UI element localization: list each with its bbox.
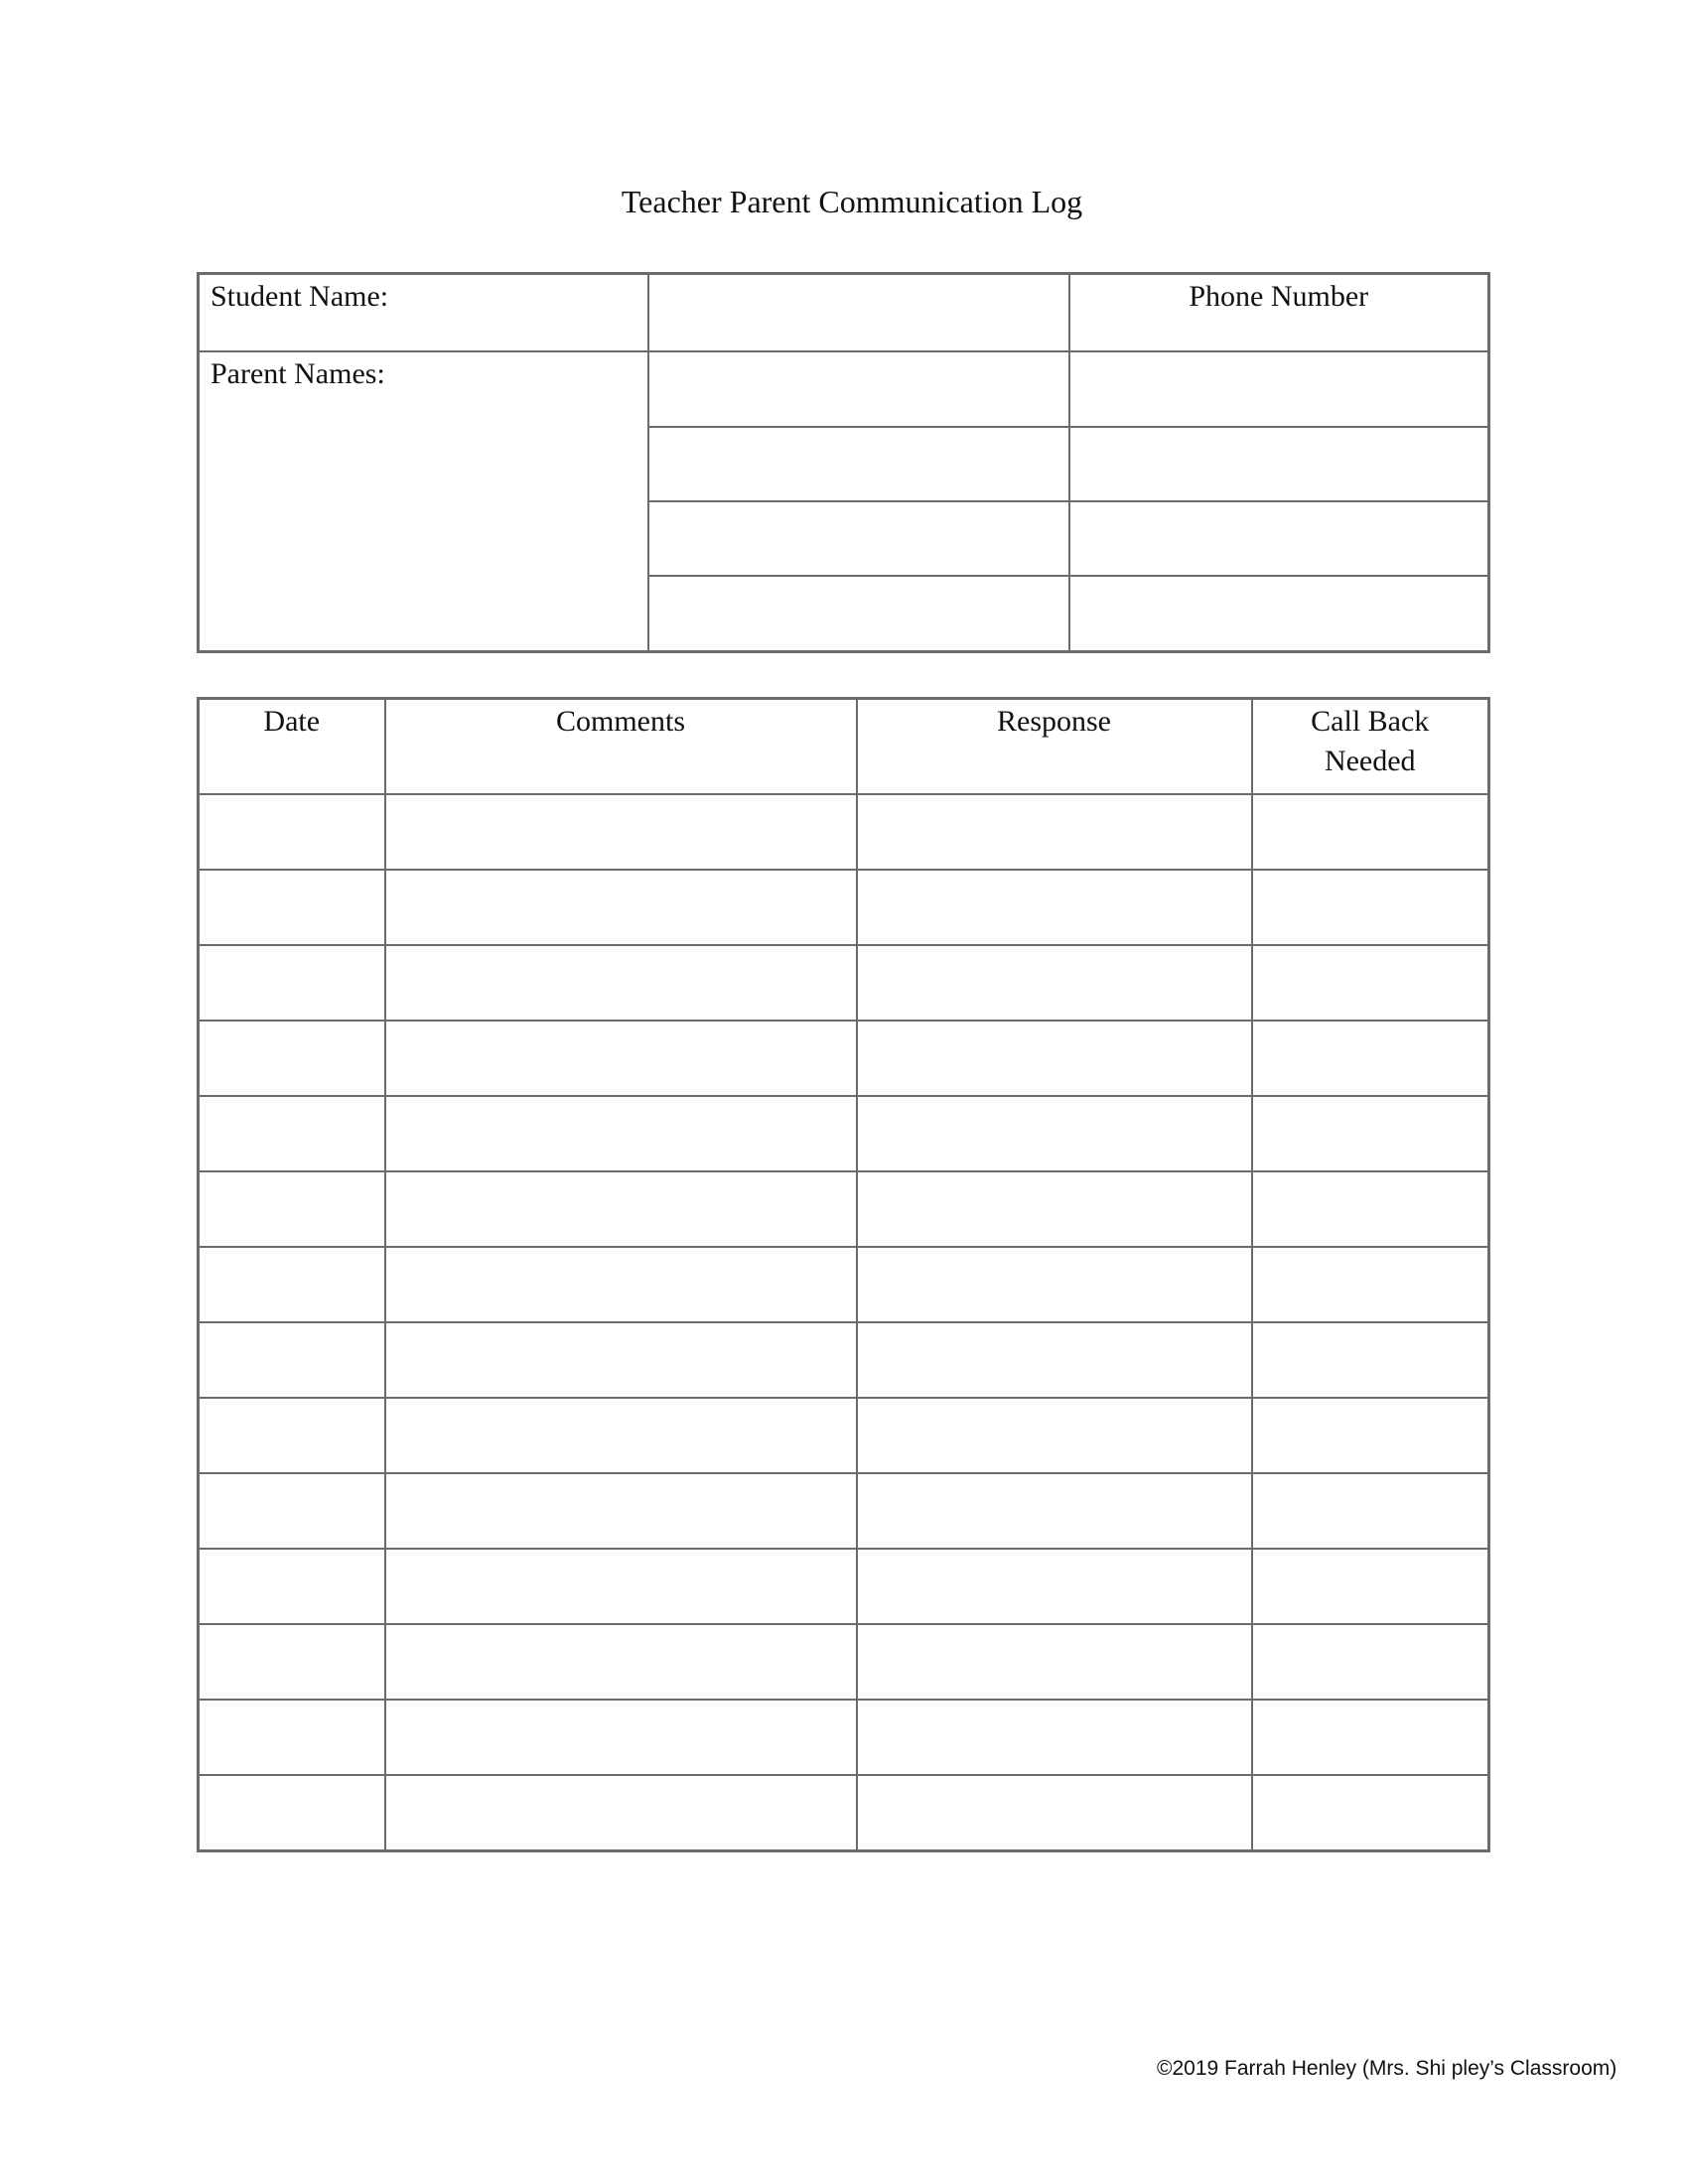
log-response-cell[interactable] [857, 1021, 1252, 1096]
log-call-back-cell[interactable] [1252, 1473, 1489, 1549]
table-row [199, 1322, 1489, 1398]
table-row [199, 1700, 1489, 1775]
student-name-row [199, 274, 1489, 352]
comments-header: Comments [385, 699, 857, 795]
table-row [199, 1473, 1489, 1549]
call-back-needed-header [1252, 699, 1489, 795]
parent-row [199, 351, 1489, 427]
log-call-back-cell[interactable] [1252, 1700, 1489, 1775]
log-date-cell[interactable] [199, 1624, 385, 1700]
log-comments-cell[interactable] [385, 1624, 857, 1700]
call-back-header-line1: Call Back [1311, 705, 1430, 738]
table-row [199, 1021, 1489, 1096]
log-comments-cell[interactable] [385, 945, 857, 1021]
log-comments-cell[interactable] [385, 1171, 857, 1247]
table-row [199, 1247, 1489, 1322]
log-date-cell[interactable] [199, 1096, 385, 1171]
log-date-cell[interactable] [199, 870, 385, 945]
log-comments-cell[interactable] [385, 794, 857, 870]
parent-phone-field[interactable] [1069, 351, 1489, 427]
log-date-cell[interactable] [199, 1171, 385, 1247]
log-call-back-cell[interactable] [1252, 1775, 1489, 1851]
parent-phone-field[interactable] [1069, 576, 1489, 652]
table-row [199, 794, 1489, 870]
log-date-cell[interactable] [199, 945, 385, 1021]
log-comments-cell[interactable] [385, 1549, 857, 1624]
log-date-cell[interactable] [199, 1775, 385, 1851]
log-response-cell[interactable] [857, 794, 1252, 870]
log-call-back-cell[interactable] [1252, 794, 1489, 870]
parent-names-label: Parent Names: [199, 351, 648, 652]
student-name-field[interactable] [648, 274, 1069, 352]
log-comments-cell[interactable] [385, 1096, 857, 1171]
log-comments-cell[interactable] [385, 870, 857, 945]
log-comments-cell[interactable] [385, 1322, 857, 1398]
communication-log-table [197, 697, 1490, 1852]
parent-name-field[interactable] [648, 427, 1069, 501]
log-date-cell[interactable] [199, 1398, 385, 1473]
log-date-cell[interactable] [199, 1021, 385, 1096]
log-response-cell[interactable] [857, 945, 1252, 1021]
log-comments-cell[interactable] [385, 1021, 857, 1096]
log-call-back-cell[interactable] [1252, 870, 1489, 945]
log-response-cell[interactable] [857, 1624, 1252, 1700]
parent-name-field[interactable] [648, 576, 1069, 652]
log-comments-cell[interactable] [385, 1247, 857, 1322]
log-response-cell[interactable] [857, 1549, 1252, 1624]
student-name-label: Student Name: [199, 274, 648, 352]
log-response-cell[interactable] [857, 1700, 1252, 1775]
log-date-cell[interactable] [199, 1322, 385, 1398]
log-call-back-cell[interactable] [1252, 1549, 1489, 1624]
log-date-cell[interactable] [199, 794, 385, 870]
log-date-cell[interactable] [199, 1549, 385, 1624]
log-date-cell[interactable] [199, 1247, 385, 1322]
log-call-back-cell[interactable] [1252, 1021, 1489, 1096]
date-header: Date [199, 699, 385, 795]
log-call-back-cell[interactable] [1252, 945, 1489, 1021]
log-call-back-cell[interactable] [1252, 1096, 1489, 1171]
log-call-back-cell[interactable] [1252, 1322, 1489, 1398]
phone-number-header: Phone Number [1069, 274, 1489, 352]
parent-name-field[interactable] [648, 501, 1069, 576]
log-call-back-cell[interactable] [1252, 1171, 1489, 1247]
log-comments-cell[interactable] [385, 1700, 857, 1775]
log-header-row [199, 699, 1489, 795]
parent-name-field[interactable] [648, 351, 1069, 427]
log-date-cell[interactable] [199, 1700, 385, 1775]
log-comments-cell[interactable] [385, 1398, 857, 1473]
log-date-cell[interactable] [199, 1473, 385, 1549]
table-row [199, 1775, 1489, 1851]
call-back-header-line2: Needed [1324, 745, 1416, 777]
copyright-footer: ©2019 Farrah Henley (Mrs. Shi pley’s Classroom) [1157, 2057, 1618, 2080]
log-comments-cell[interactable] [385, 1775, 857, 1851]
log-call-back-cell[interactable] [1252, 1624, 1489, 1700]
log-response-cell[interactable] [857, 1171, 1252, 1247]
response-header: Response [857, 699, 1252, 795]
log-comments-cell[interactable] [385, 1473, 857, 1549]
log-response-cell[interactable] [857, 1096, 1252, 1171]
page-title: Teacher Parent Communication Log [621, 184, 1083, 219]
log-call-back-cell[interactable] [1252, 1247, 1489, 1322]
log-response-cell[interactable] [857, 1775, 1252, 1851]
table-row [199, 1549, 1489, 1624]
table-row [199, 1096, 1489, 1171]
log-response-cell[interactable] [857, 870, 1252, 945]
table-row [199, 1398, 1489, 1473]
contact-info-table [197, 272, 1490, 653]
log-response-cell[interactable] [857, 1473, 1252, 1549]
log-call-back-cell[interactable] [1252, 1398, 1489, 1473]
table-row [199, 870, 1489, 945]
table-row [199, 1171, 1489, 1247]
parent-phone-field[interactable] [1069, 501, 1489, 576]
log-response-cell[interactable] [857, 1247, 1252, 1322]
parent-phone-field[interactable] [1069, 427, 1489, 501]
log-response-cell[interactable] [857, 1398, 1252, 1473]
table-row [199, 945, 1489, 1021]
log-response-cell[interactable] [857, 1322, 1252, 1398]
table-row [199, 1624, 1489, 1700]
